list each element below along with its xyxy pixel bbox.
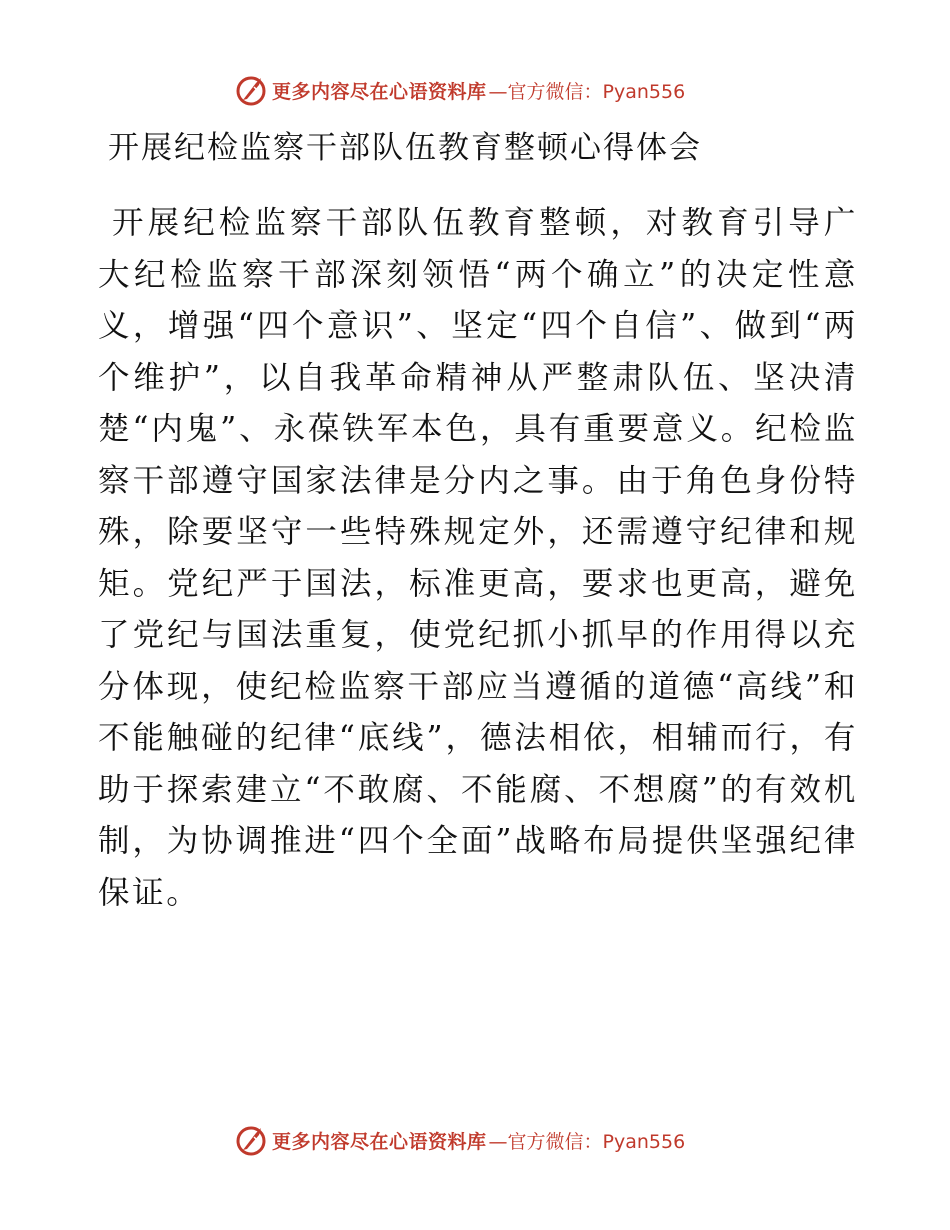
- document-body: 开展纪检监察干部队伍教育整顿，对教育引导广大纪检监察干部深刻领悟“两个确立”的决定性意义，增强“四个意识”、坚定“四个自信”、做到“两个维护”，以自我革命精神从严整肃队伍、坚决清楚“内鬼”、永葆铁军本色，具有重要意义。纪检监察干部遵守国家法律是分内之事。由于角色身份特殊，除要坚守一些特殊规定外，还需遵守纪律和规矩。党纪严于国法，标准更高，要求也更高，避免了党纪与国法重复，使党纪抓小抓早的作用得以充分体现，使纪检监察干部应当遵循的道德“高线”和不能触碰的纪律“底线”，德法相依，相辅而行，有助于探索建立“不敢腐、不能腐、不想腐”的有效机制，为协调推进“四个全面”战略布局提供坚强纪律保证。: [98, 205, 858, 911]
- quill-logo-icon: [234, 1123, 268, 1157]
- banner-sub-text: —官方微信：Pyan556: [488, 80, 686, 103]
- footer-banner: [234, 1122, 685, 1158]
- header-banner: [234, 72, 685, 108]
- banner-main-text: 更多内容尽在心语资料库: [272, 1130, 487, 1153]
- banner-sub-text: —官方微信：Pyan556: [488, 1130, 686, 1153]
- quill-logo-icon: [234, 73, 268, 107]
- banner-main-text: 更多内容尽在心语资料库: [272, 80, 487, 103]
- document-title: 开展纪检监察干部队伍教育整顿心得体会: [108, 130, 702, 166]
